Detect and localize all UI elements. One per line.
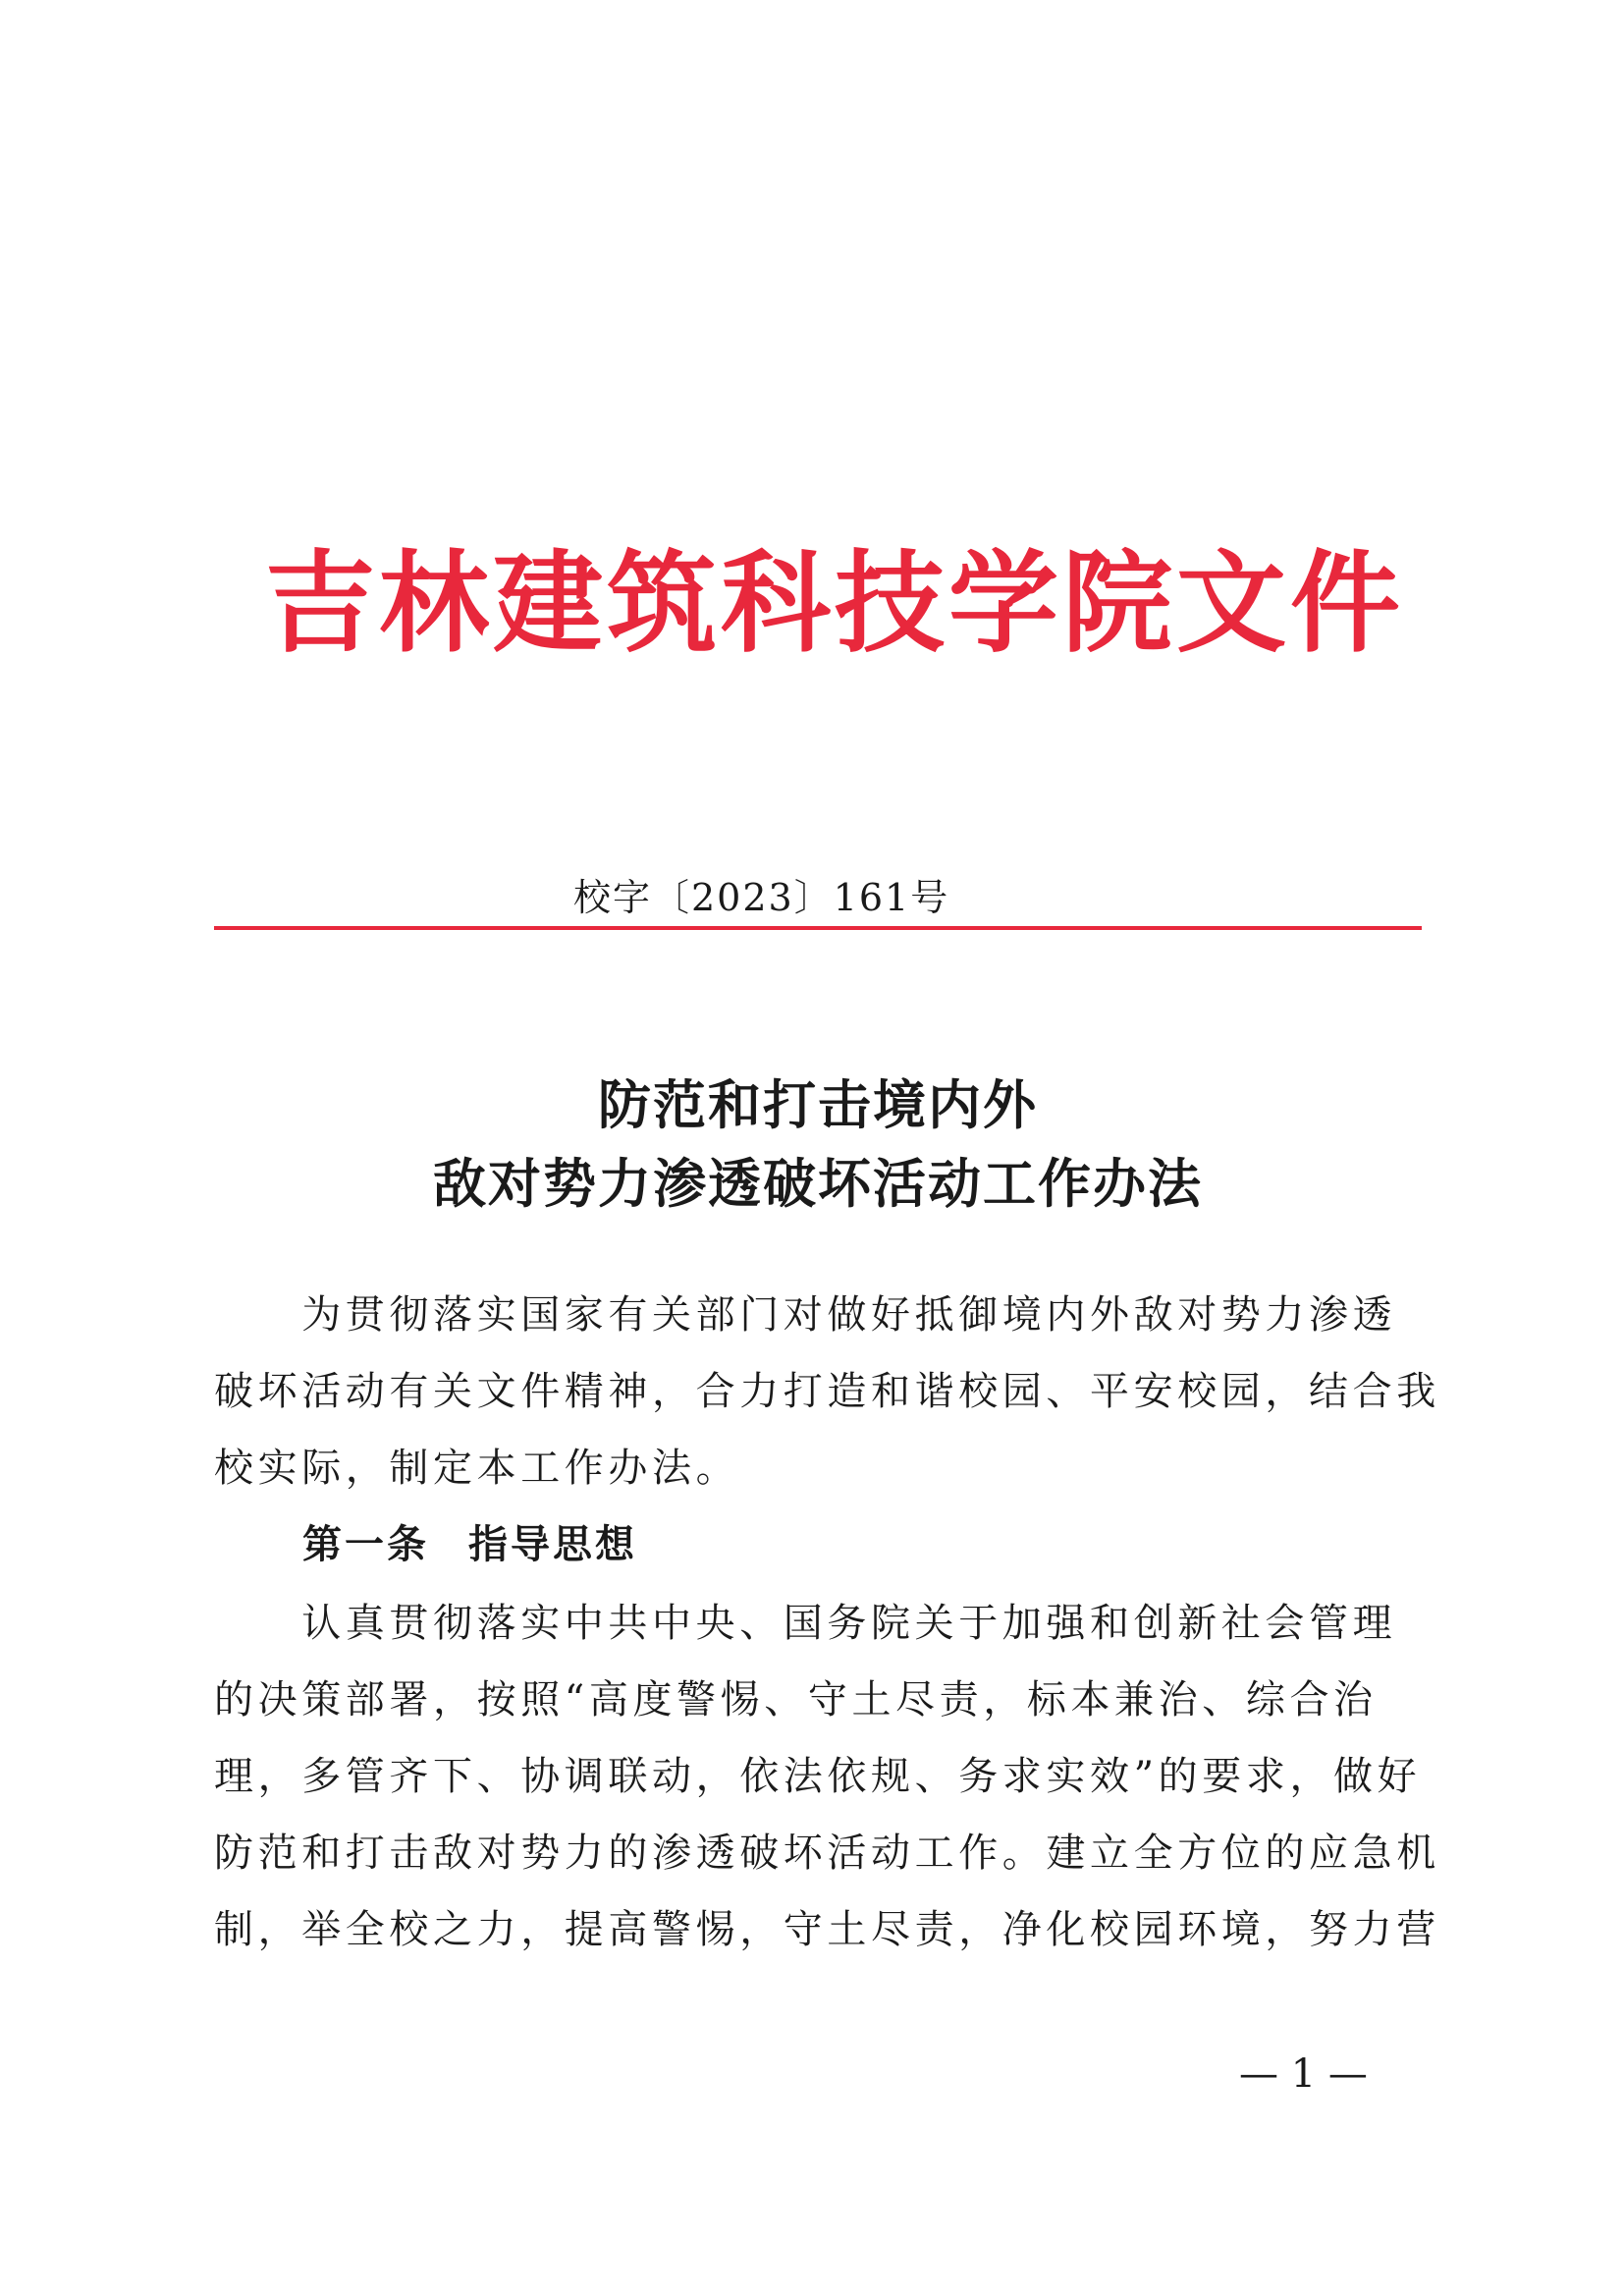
page-number: — 1 — [1239,2051,1368,2097]
article-1-heading [302,1506,637,1583]
article-1-line: 认真贯彻落实中共中央、国务院关于加强和创新社会管理 [214,1601,1397,1646]
document-title-line-1: 防范和打击境内外 [598,1073,1038,1136]
document-title-line-2: 敌对势力渗透破坏活动工作办法 [433,1152,1203,1215]
article-1-line: 防范和打击敌对势力的渗透破坏活动工作。建立全方位的应急机 [214,1831,1440,1876]
document-number: 校字〔2023〕161号 [573,876,950,919]
article-1-number: 第一条 [302,1522,429,1567]
intro-line: 校实际，制定本工作办法。 [214,1446,740,1491]
red-separator-line [214,926,1422,930]
issuer-title: 吉林建筑科技学院文件 [265,540,1404,668]
article-1-line: 的决策部署，按照“高度警惕、守土尽责，标本兼治、综合治 [214,1677,1378,1722]
intro-line: 破坏活动有关文件精神，合力打造和谐校园、平安校园，结合我 [214,1369,1440,1414]
article-1-line: 理，多管齐下、协调联动，依法依规、务求实效”的要求，做好 [214,1754,1422,1799]
article-1-title: 指导思想 [468,1522,637,1567]
article-1-line: 制，举全校之力，提高警惕，守土尽责，净化校园环境，努力营 [214,1907,1440,1952]
intro-line: 为贯彻落实国家有关部门对做好抵御境内外敌对势力渗透 [214,1292,1397,1338]
